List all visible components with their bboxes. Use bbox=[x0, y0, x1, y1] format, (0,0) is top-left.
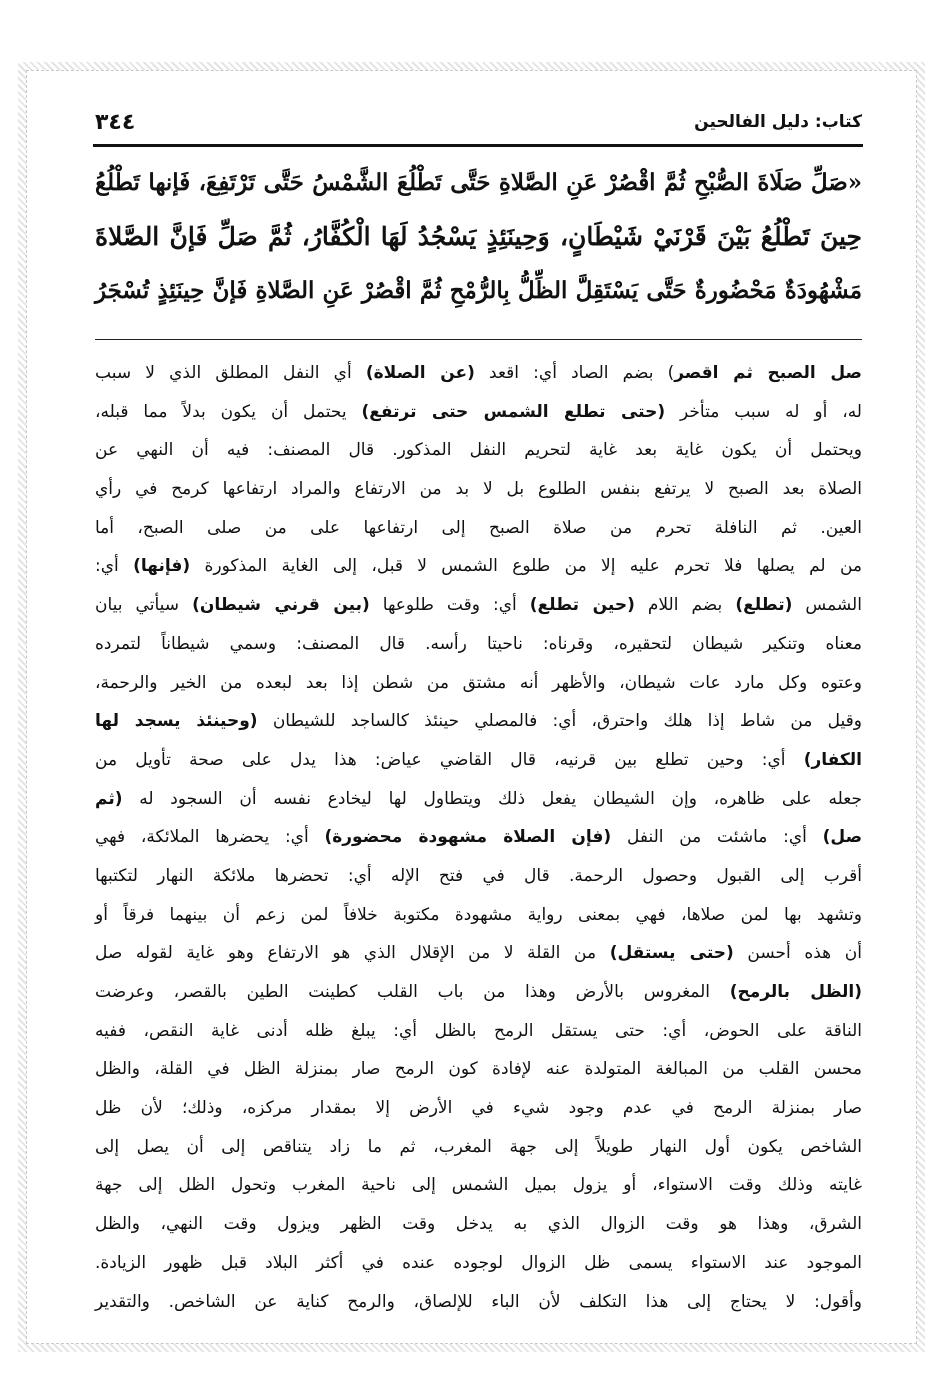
quoted-term: (حين تطلع) bbox=[529, 595, 635, 616]
text-run: أي: bbox=[95, 556, 134, 577]
text-run: من القلة لا من الإقلال الذي هو الارتفاع وهو غاية لقوله صل bbox=[95, 943, 610, 964]
commentary-line bbox=[95, 470, 862, 509]
commentary-line bbox=[95, 896, 862, 935]
text-run: من لم يصلها فلا تحرم عليه إلا من طلوع الشمس لا قبل، إلى الغاية المذكورة bbox=[190, 556, 862, 577]
text-run: وتشهد بها لمن صلاها، فهي بمعنى رواية مشهودة مكتوبة خلافاً لمن زعم أن بينهما فرقاً أو bbox=[95, 904, 862, 925]
text-separator bbox=[95, 339, 862, 340]
text-run: أي: وقت طلوعها bbox=[369, 595, 530, 616]
commentary-line bbox=[95, 431, 862, 470]
quoted-term: (الظل بالرمح) bbox=[729, 982, 863, 1002]
commentary-line bbox=[95, 625, 862, 664]
running-header bbox=[95, 110, 862, 140]
text-run: سيأتي بيان bbox=[95, 595, 193, 616]
text-run: أي النفل المطلق الذي لا سبب bbox=[95, 363, 366, 383]
text-run: الشرق، وهذا هو وقت الزوال الذي به يدخل وقت الظهر ويزول وقت النهي، والظل bbox=[95, 1214, 862, 1235]
commentary-line bbox=[95, 780, 862, 819]
text-run: الصلاة بعد الصبح لا يرتفع بنفس الطلوع بل لا بد من الارتفاع والمراد ارتفاعها كرمح في رأي bbox=[95, 479, 862, 500]
text-run: صار بمنزلة الرمح في عدم وجود شيء في الأرض إلا بمقدار مركزه، وذلك؛ لأن ظل bbox=[95, 1098, 862, 1119]
commentary-line bbox=[95, 664, 862, 703]
commentary-line bbox=[95, 818, 862, 857]
commentary-line bbox=[95, 354, 862, 393]
commentary-line bbox=[95, 1283, 862, 1322]
text-run: معناه وتنكير شيطان لتحقيره، وقرناه: ناحيتا رأسه. قال المصنف: وسمي شيطاناً لتمرده bbox=[95, 633, 862, 654]
commentary-line bbox=[95, 973, 862, 1012]
book-title: كتاب: دليل الفالحين bbox=[694, 112, 862, 132]
commentary-line bbox=[95, 741, 862, 780]
text-run: جعله على ظاهره، وإن الشيطان يفعل ذلك ويتطاول لها ليخادع نفسه أن السجود له bbox=[122, 788, 862, 809]
quoted-term: الكفار) bbox=[803, 749, 862, 770]
text-run: أي: ماشئت من النفل bbox=[611, 827, 823, 848]
text-run: أن هذه أحسن bbox=[733, 943, 862, 964]
text-run: أي: يحضرها الملائكة، فهي bbox=[95, 827, 325, 848]
page-number: ٣٤٤ bbox=[95, 110, 136, 135]
commentary-line bbox=[95, 702, 862, 741]
commentary-line bbox=[95, 1050, 862, 1089]
text-run: له، أو له سبب متأخر bbox=[665, 401, 862, 422]
commentary-line bbox=[95, 393, 862, 432]
text-run: أقرب إلى القبول وحصول الرحمة. قال في فتح الإله أي: تحضرها ملائكة النهار لتكتبها bbox=[95, 865, 862, 886]
hadith-text bbox=[95, 156, 862, 318]
text-run: بضم اللام bbox=[634, 595, 736, 616]
commentary-line bbox=[95, 509, 862, 548]
quoted-term: (فإن الصلاة مشهودة محضورة) bbox=[324, 827, 612, 848]
text-run: وقيل من شاط إذا هلك واحترق، أي: فالمصلي حينئذ كالساجد للشيطان bbox=[257, 711, 862, 732]
text-run: يحتمل أن يكون بدلاً مما قبله، bbox=[95, 401, 362, 422]
quoted-term: صل الصبح ثم اقصر bbox=[674, 363, 862, 383]
quoted-term: (تطلع) bbox=[735, 595, 793, 616]
commentary-line bbox=[95, 1205, 862, 1244]
text-run: أي: وحين تطلع بين قرنيه، قال القاضي عياض: هذا يدل على صحة تأويل من bbox=[95, 749, 804, 770]
commentary-line bbox=[95, 1089, 862, 1128]
text-run: وعتوه وكل مارد عات شيطان، والأظهر أنه مشتق من شطن إذا بعد لبعده من الخير والرحمة، bbox=[95, 672, 862, 693]
text-run: ) بضم الصاد أي: اقعد bbox=[474, 363, 675, 383]
commentary-line bbox=[95, 1244, 862, 1283]
header-rule bbox=[93, 144, 863, 147]
commentary-line bbox=[95, 586, 862, 625]
text-run: محسن القلب من المبالغة المتولدة عنه لإفادة كون الرمح صار بمنزلة الظل في القلة، والظل bbox=[95, 1059, 862, 1080]
commentary-line bbox=[95, 857, 862, 896]
text-run: غايته وذلك وقت الاستواء، أو يزول بميل الشمس إلى ناحية المغرب وتحول الظل إلى جهة bbox=[95, 1175, 862, 1196]
text-run: المغروس بالأرض وهذا من باب القلب كطينت الطين بالقصر، وعرضت bbox=[95, 982, 730, 1002]
quoted-term: (عن الصلاة) bbox=[365, 363, 475, 383]
commentary-text bbox=[95, 354, 862, 1321]
quoted-term: (وحينئذ يسجد لها bbox=[95, 711, 258, 732]
quoted-term: (حتى تطلع الشمس حتى ترتفع) bbox=[361, 401, 666, 422]
commentary-line bbox=[95, 1128, 862, 1167]
text-run: الشمس bbox=[792, 595, 862, 616]
hadith-line: مَشْهُودَةٌ مَحْضُورةٌ حَتَّى يَسْتَقِلَّ الظِّلُّ بِالرُّمْحِ ثُمَّ اقْصُرْ عَنِ الصَّلاةِ فَإنَّ حِينَئِذٍ تُسْجَرُ bbox=[95, 277, 862, 304]
quoted-term: (حتى يستقل) bbox=[609, 943, 734, 964]
hadith-line: «صَلِّ صَلَاةَ الصُّبْحِ ثُمَّ اقْصُرْ عَنِ الصَّلاةِ حَتَّى تَطْلُعَ الشَّمْسُ حَتَّى تَرْتَفِعَ، فَإنها تَطْلُعُ bbox=[95, 169, 862, 196]
quoted-term: (فإنها) bbox=[133, 556, 191, 577]
commentary-line bbox=[95, 1166, 862, 1205]
text-run: ويحتمل أن يكون غاية بعد غاية لتحريم النفل المذكور. قال المصنف: فيه أن النهي عن bbox=[95, 440, 862, 461]
commentary-line bbox=[95, 1012, 862, 1051]
text-run: الناقة على الحوض، أي: حتى يستقل الرمح بالظل أي: يبلغ ظله أدنى غاية النقص، ففيه bbox=[95, 1020, 862, 1041]
quoted-term: (ثم bbox=[95, 788, 123, 809]
text-run: الموجود عند الاستواء يسمى ظل الزوال لوجوده عنده في أكثر البلاد قبل ظهور الزيادة. bbox=[95, 1252, 862, 1273]
commentary-line bbox=[95, 547, 862, 586]
text-run: العين. ثم النافلة تحرم من صلاة الصبح إلى ارتفاعها على من صلى الصبح، أما bbox=[95, 517, 862, 538]
quoted-term: صل) bbox=[822, 827, 863, 848]
quoted-term: (بين قرني شيطان) bbox=[192, 595, 370, 616]
text-run: وأقول: لا يحتاج إلى هذا التكلف لأن الباء للإلصاق، والرمح كناية عن الشاخص. والتقدير bbox=[95, 1291, 862, 1312]
hadith-line: حِينَ تَطْلُعُ بَيْنَ قَرْنَيْ شَيْطَانٍ، وَحِينَئِذٍ يَسْجُدُ لَهَا الْكُفَّارُ، ثُمَّ صَلِّ فَإنَّ الصَّلاةَ bbox=[95, 222, 862, 251]
commentary-line bbox=[95, 934, 862, 973]
text-run: الشاخص يكون أول النهار طويلاً إلى جهة المغرب، ثم ما زاد يتناقص إلى أن يصل إلى bbox=[95, 1136, 862, 1157]
